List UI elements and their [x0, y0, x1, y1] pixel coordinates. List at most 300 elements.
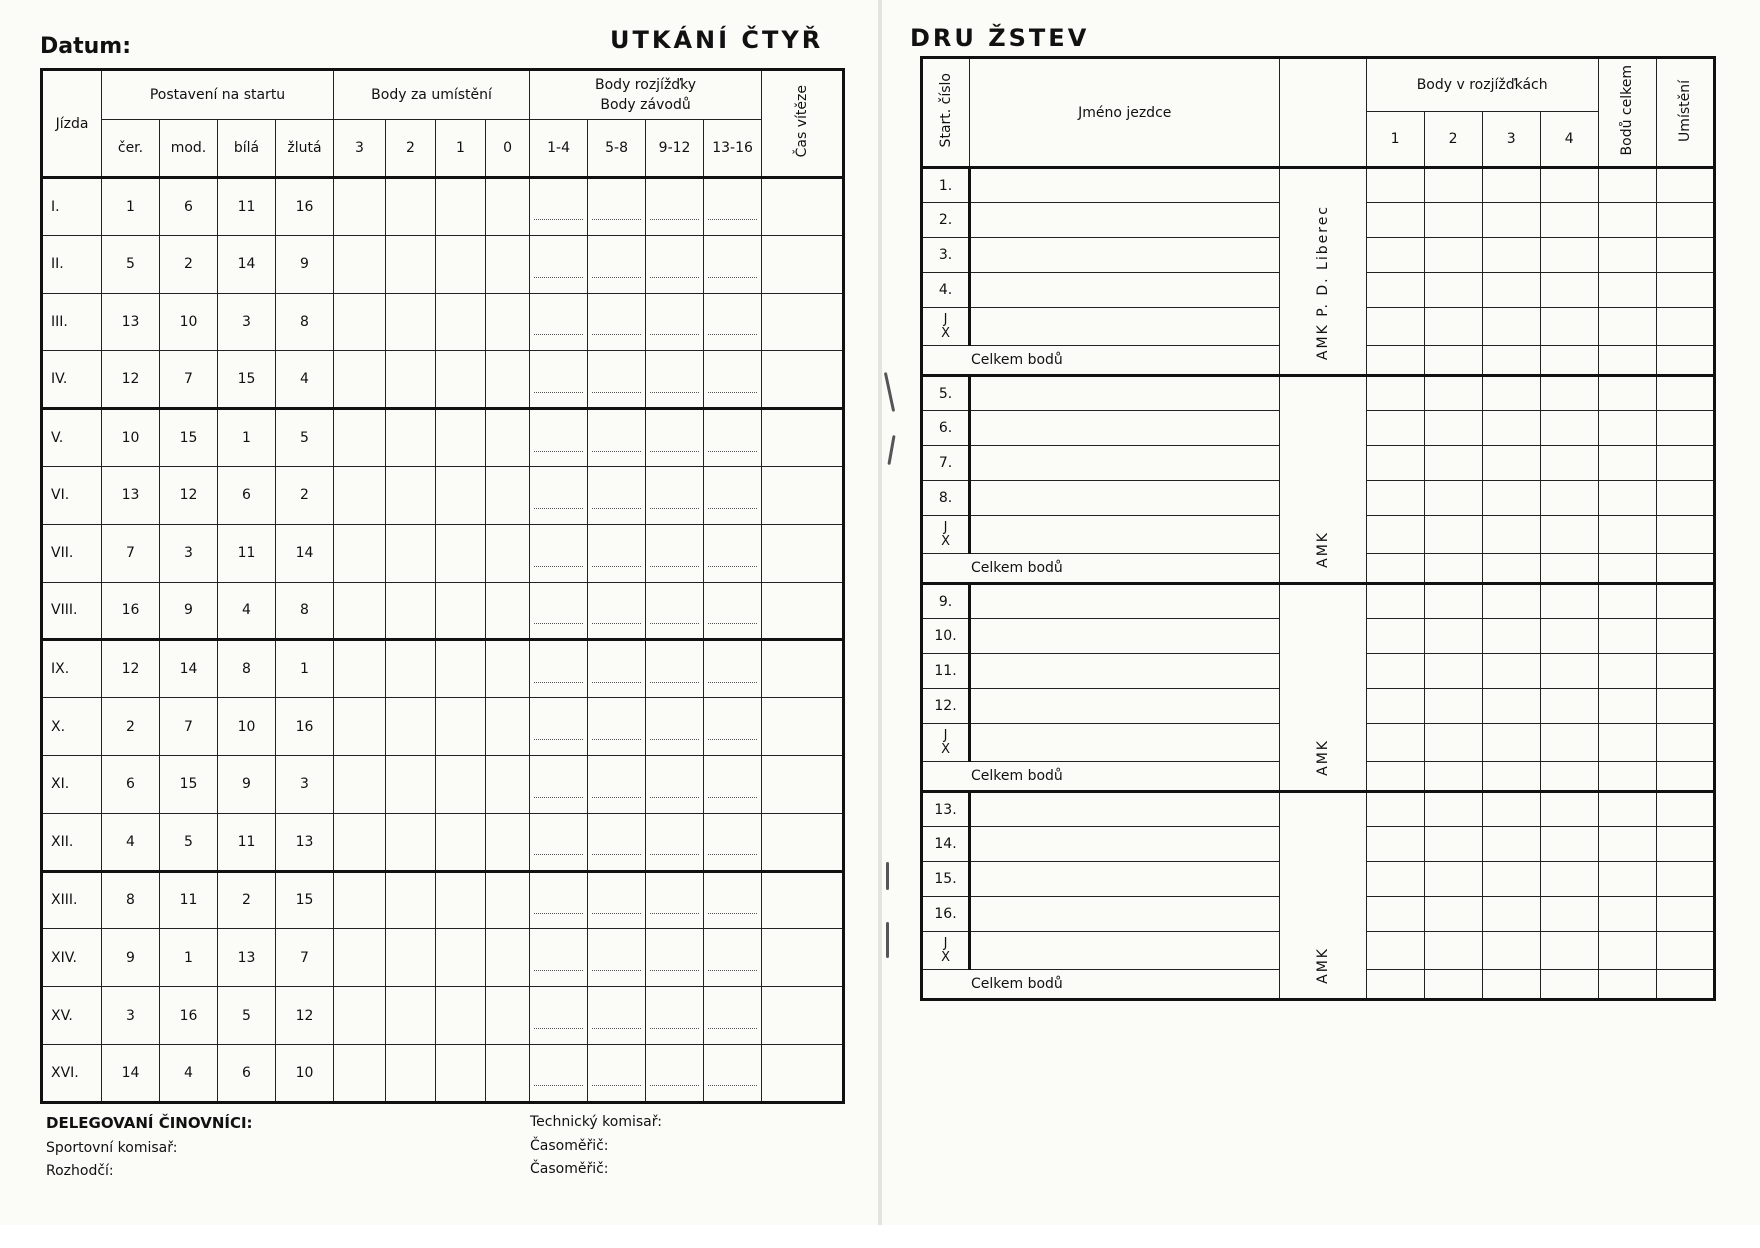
heat-points-cell[interactable]: [1482, 619, 1540, 654]
heat-points-cell[interactable]: [1482, 792, 1540, 827]
race-points-cell[interactable]: [530, 929, 588, 987]
race-points-cell[interactable]: [588, 293, 646, 351]
placement-points-cell[interactable]: [486, 929, 530, 987]
rider-name-cell[interactable]: [970, 516, 1280, 554]
placement-cell[interactable]: [1656, 273, 1714, 308]
heat-points-cell[interactable]: [1366, 724, 1424, 762]
placement-points-cell[interactable]: [436, 698, 486, 756]
heat-points-cell[interactable]: [1366, 346, 1424, 376]
heat-points-cell[interactable]: [1366, 897, 1424, 932]
winner-time-cell[interactable]: [762, 929, 844, 987]
placement-cell[interactable]: [1656, 584, 1714, 619]
rider-name-cell[interactable]: [970, 238, 1280, 273]
race-points-cell[interactable]: [646, 987, 704, 1045]
race-points-cell[interactable]: [704, 466, 762, 524]
race-points-cell[interactable]: [588, 351, 646, 409]
placement-points-cell[interactable]: [334, 755, 386, 813]
placement-points-cell[interactable]: [386, 813, 436, 871]
heat-points-cell[interactable]: [1482, 203, 1540, 238]
total-points-cell[interactable]: [1598, 897, 1656, 932]
race-points-cell[interactable]: [588, 582, 646, 640]
heat-points-cell[interactable]: [1424, 308, 1482, 346]
race-points-cell[interactable]: [588, 871, 646, 929]
race-points-cell[interactable]: [588, 409, 646, 467]
total-points-cell[interactable]: [1598, 481, 1656, 516]
total-points-cell[interactable]: [1598, 689, 1656, 724]
race-points-cell[interactable]: [530, 466, 588, 524]
winner-time-cell[interactable]: [762, 524, 844, 582]
placement-points-cell[interactable]: [334, 524, 386, 582]
heat-points-cell[interactable]: [1366, 481, 1424, 516]
race-points-cell[interactable]: [588, 755, 646, 813]
placement-points-cell[interactable]: [436, 813, 486, 871]
race-points-cell[interactable]: [530, 582, 588, 640]
winner-time-cell[interactable]: [762, 351, 844, 409]
heat-points-cell[interactable]: [1424, 376, 1482, 411]
total-points-cell[interactable]: [1598, 554, 1656, 584]
heat-points-cell[interactable]: [1540, 584, 1598, 619]
placement-points-cell[interactable]: [334, 929, 386, 987]
heat-points-cell[interactable]: [1482, 481, 1540, 516]
heat-points-cell[interactable]: [1540, 762, 1598, 792]
winner-time-cell[interactable]: [762, 466, 844, 524]
total-points-cell[interactable]: [1598, 346, 1656, 376]
heat-points-cell[interactable]: [1424, 168, 1482, 203]
heat-points-cell[interactable]: [1424, 619, 1482, 654]
placement-points-cell[interactable]: [436, 524, 486, 582]
heat-points-cell[interactable]: [1366, 689, 1424, 724]
placement-cell[interactable]: [1656, 792, 1714, 827]
total-points-cell[interactable]: [1598, 724, 1656, 762]
race-points-cell[interactable]: [530, 987, 588, 1045]
heat-points-cell[interactable]: [1540, 654, 1598, 689]
heat-points-cell[interactable]: [1424, 554, 1482, 584]
placement-points-cell[interactable]: [334, 466, 386, 524]
heat-points-cell[interactable]: [1482, 654, 1540, 689]
race-points-cell[interactable]: [530, 524, 588, 582]
rider-name-cell[interactable]: [970, 724, 1280, 762]
heat-points-cell[interactable]: [1424, 897, 1482, 932]
heat-points-cell[interactable]: [1424, 792, 1482, 827]
heat-points-cell[interactable]: [1366, 308, 1424, 346]
heat-points-cell[interactable]: [1540, 273, 1598, 308]
total-points-cell[interactable]: [1598, 762, 1656, 792]
placement-cell[interactable]: [1656, 203, 1714, 238]
heat-points-cell[interactable]: [1366, 827, 1424, 862]
heat-points-cell[interactable]: [1482, 308, 1540, 346]
heat-points-cell[interactable]: [1366, 238, 1424, 273]
placement-points-cell[interactable]: [334, 1044, 386, 1102]
heat-points-cell[interactable]: [1424, 827, 1482, 862]
placement-points-cell[interactable]: [436, 871, 486, 929]
placement-cell[interactable]: [1656, 689, 1714, 724]
placement-cell[interactable]: [1656, 376, 1714, 411]
race-points-cell[interactable]: [588, 929, 646, 987]
race-points-cell[interactable]: [646, 698, 704, 756]
rider-name-cell[interactable]: [970, 932, 1280, 970]
race-points-cell[interactable]: [530, 293, 588, 351]
winner-time-cell[interactable]: [762, 1044, 844, 1102]
race-points-cell[interactable]: [646, 524, 704, 582]
placement-cell[interactable]: [1656, 932, 1714, 970]
placement-points-cell[interactable]: [436, 582, 486, 640]
placement-points-cell[interactable]: [386, 466, 436, 524]
heat-points-cell[interactable]: [1366, 792, 1424, 827]
placement-points-cell[interactable]: [386, 871, 436, 929]
placement-cell[interactable]: [1656, 516, 1714, 554]
placement-points-cell[interactable]: [486, 640, 530, 698]
race-points-cell[interactable]: [704, 698, 762, 756]
heat-points-cell[interactable]: [1424, 724, 1482, 762]
winner-time-cell[interactable]: [762, 178, 844, 236]
race-points-cell[interactable]: [588, 987, 646, 1045]
race-points-cell[interactable]: [530, 178, 588, 236]
placement-points-cell[interactable]: [386, 351, 436, 409]
total-points-cell[interactable]: [1598, 862, 1656, 897]
race-points-cell[interactable]: [704, 987, 762, 1045]
rider-name-cell[interactable]: [970, 827, 1280, 862]
rider-name-cell[interactable]: [970, 168, 1280, 203]
winner-time-cell[interactable]: [762, 409, 844, 467]
placement-points-cell[interactable]: [386, 409, 436, 467]
placement-points-cell[interactable]: [486, 813, 530, 871]
rider-name-cell[interactable]: [970, 862, 1280, 897]
heat-points-cell[interactable]: [1482, 970, 1540, 1000]
heat-points-cell[interactable]: [1540, 827, 1598, 862]
placement-points-cell[interactable]: [486, 582, 530, 640]
placement-cell[interactable]: [1656, 346, 1714, 376]
total-points-cell[interactable]: [1598, 273, 1656, 308]
total-points-cell[interactable]: [1598, 411, 1656, 446]
heat-points-cell[interactable]: [1482, 724, 1540, 762]
heat-points-cell[interactable]: [1366, 446, 1424, 481]
placement-points-cell[interactable]: [436, 351, 486, 409]
heat-points-cell[interactable]: [1482, 516, 1540, 554]
heat-points-cell[interactable]: [1482, 897, 1540, 932]
heat-points-cell[interactable]: [1482, 689, 1540, 724]
race-points-cell[interactable]: [704, 871, 762, 929]
race-points-cell[interactable]: [704, 1044, 762, 1102]
rider-name-cell[interactable]: [970, 203, 1280, 238]
placement-points-cell[interactable]: [486, 871, 530, 929]
heat-points-cell[interactable]: [1482, 827, 1540, 862]
placement-points-cell[interactable]: [386, 235, 436, 293]
heat-points-cell[interactable]: [1540, 554, 1598, 584]
heat-points-cell[interactable]: [1540, 411, 1598, 446]
race-points-cell[interactable]: [704, 813, 762, 871]
total-points-cell[interactable]: [1598, 584, 1656, 619]
heat-points-cell[interactable]: [1540, 619, 1598, 654]
heat-points-cell[interactable]: [1424, 346, 1482, 376]
heat-points-cell[interactable]: [1482, 346, 1540, 376]
placement-points-cell[interactable]: [334, 409, 386, 467]
heat-points-cell[interactable]: [1540, 308, 1598, 346]
placement-points-cell[interactable]: [436, 929, 486, 987]
placement-cell[interactable]: [1656, 168, 1714, 203]
race-points-cell[interactable]: [646, 582, 704, 640]
placement-cell[interactable]: [1656, 970, 1714, 1000]
race-points-cell[interactable]: [530, 871, 588, 929]
placement-points-cell[interactable]: [486, 1044, 530, 1102]
race-points-cell[interactable]: [646, 235, 704, 293]
placement-points-cell[interactable]: [334, 582, 386, 640]
race-points-cell[interactable]: [704, 582, 762, 640]
placement-cell[interactable]: [1656, 827, 1714, 862]
winner-time-cell[interactable]: [762, 582, 844, 640]
race-points-cell[interactable]: [646, 466, 704, 524]
race-points-cell[interactable]: [704, 178, 762, 236]
rider-name-cell[interactable]: [970, 308, 1280, 346]
placement-cell[interactable]: [1656, 724, 1714, 762]
heat-points-cell[interactable]: [1540, 168, 1598, 203]
rider-name-cell[interactable]: [970, 376, 1280, 411]
placement-cell[interactable]: [1656, 446, 1714, 481]
placement-points-cell[interactable]: [486, 351, 530, 409]
winner-time-cell[interactable]: [762, 640, 844, 698]
race-points-cell[interactable]: [530, 813, 588, 871]
placement-cell[interactable]: [1656, 308, 1714, 346]
heat-points-cell[interactable]: [1540, 970, 1598, 1000]
placement-points-cell[interactable]: [436, 466, 486, 524]
placement-points-cell[interactable]: [486, 524, 530, 582]
heat-points-cell[interactable]: [1482, 446, 1540, 481]
heat-points-cell[interactable]: [1540, 238, 1598, 273]
race-points-cell[interactable]: [704, 409, 762, 467]
race-points-cell[interactable]: [704, 929, 762, 987]
placement-points-cell[interactable]: [386, 987, 436, 1045]
race-points-cell[interactable]: [530, 640, 588, 698]
race-points-cell[interactable]: [588, 813, 646, 871]
rider-name-cell[interactable]: [970, 481, 1280, 516]
placement-points-cell[interactable]: [386, 524, 436, 582]
winner-time-cell[interactable]: [762, 813, 844, 871]
heat-points-cell[interactable]: [1366, 970, 1424, 1000]
placement-points-cell[interactable]: [436, 755, 486, 813]
placement-cell[interactable]: [1656, 411, 1714, 446]
race-points-cell[interactable]: [646, 1044, 704, 1102]
placement-points-cell[interactable]: [436, 235, 486, 293]
total-points-cell[interactable]: [1598, 203, 1656, 238]
winner-time-cell[interactable]: [762, 235, 844, 293]
heat-points-cell[interactable]: [1424, 862, 1482, 897]
total-points-cell[interactable]: [1598, 970, 1656, 1000]
winner-time-cell[interactable]: [762, 871, 844, 929]
race-points-cell[interactable]: [704, 293, 762, 351]
heat-points-cell[interactable]: [1540, 932, 1598, 970]
placement-points-cell[interactable]: [486, 235, 530, 293]
placement-points-cell[interactable]: [334, 698, 386, 756]
placement-points-cell[interactable]: [386, 698, 436, 756]
total-points-cell[interactable]: [1598, 792, 1656, 827]
placement-points-cell[interactable]: [334, 987, 386, 1045]
heat-points-cell[interactable]: [1482, 411, 1540, 446]
heat-points-cell[interactable]: [1424, 584, 1482, 619]
race-points-cell[interactable]: [646, 351, 704, 409]
heat-points-cell[interactable]: [1366, 619, 1424, 654]
race-points-cell[interactable]: [530, 351, 588, 409]
placement-points-cell[interactable]: [386, 640, 436, 698]
race-points-cell[interactable]: [588, 640, 646, 698]
heat-points-cell[interactable]: [1540, 862, 1598, 897]
heat-points-cell[interactable]: [1540, 897, 1598, 932]
heat-points-cell[interactable]: [1482, 862, 1540, 897]
placement-points-cell[interactable]: [334, 871, 386, 929]
heat-points-cell[interactable]: [1366, 516, 1424, 554]
heat-points-cell[interactable]: [1540, 446, 1598, 481]
heat-points-cell[interactable]: [1424, 654, 1482, 689]
total-points-cell[interactable]: [1598, 308, 1656, 346]
winner-time-cell[interactable]: [762, 755, 844, 813]
placement-points-cell[interactable]: [386, 755, 436, 813]
winner-time-cell[interactable]: [762, 698, 844, 756]
race-points-cell[interactable]: [646, 929, 704, 987]
race-points-cell[interactable]: [646, 178, 704, 236]
total-points-cell[interactable]: [1598, 446, 1656, 481]
heat-points-cell[interactable]: [1424, 689, 1482, 724]
race-points-cell[interactable]: [588, 698, 646, 756]
placement-points-cell[interactable]: [386, 293, 436, 351]
race-points-cell[interactable]: [704, 235, 762, 293]
heat-points-cell[interactable]: [1424, 516, 1482, 554]
race-points-cell[interactable]: [530, 409, 588, 467]
placement-points-cell[interactable]: [486, 698, 530, 756]
total-points-cell[interactable]: [1598, 168, 1656, 203]
heat-points-cell[interactable]: [1366, 203, 1424, 238]
heat-points-cell[interactable]: [1424, 238, 1482, 273]
race-points-cell[interactable]: [588, 1044, 646, 1102]
race-points-cell[interactable]: [646, 813, 704, 871]
heat-points-cell[interactable]: [1482, 762, 1540, 792]
placement-cell[interactable]: [1656, 762, 1714, 792]
placement-points-cell[interactable]: [486, 293, 530, 351]
placement-points-cell[interactable]: [386, 1044, 436, 1102]
placement-points-cell[interactable]: [334, 293, 386, 351]
placement-points-cell[interactable]: [334, 351, 386, 409]
placement-cell[interactable]: [1656, 238, 1714, 273]
heat-points-cell[interactable]: [1424, 273, 1482, 308]
race-points-cell[interactable]: [588, 466, 646, 524]
heat-points-cell[interactable]: [1540, 481, 1598, 516]
total-points-cell[interactable]: [1598, 827, 1656, 862]
heat-points-cell[interactable]: [1424, 203, 1482, 238]
placement-points-cell[interactable]: [436, 178, 486, 236]
placement-points-cell[interactable]: [386, 178, 436, 236]
heat-points-cell[interactable]: [1424, 970, 1482, 1000]
heat-points-cell[interactable]: [1366, 654, 1424, 689]
placement-points-cell[interactable]: [334, 813, 386, 871]
heat-points-cell[interactable]: [1424, 411, 1482, 446]
rider-name-cell[interactable]: [970, 654, 1280, 689]
placement-points-cell[interactable]: [436, 293, 486, 351]
race-points-cell[interactable]: [704, 524, 762, 582]
total-points-cell[interactable]: [1598, 932, 1656, 970]
placement-points-cell[interactable]: [436, 1044, 486, 1102]
heat-points-cell[interactable]: [1482, 554, 1540, 584]
heat-points-cell[interactable]: [1424, 932, 1482, 970]
heat-points-cell[interactable]: [1482, 376, 1540, 411]
placement-points-cell[interactable]: [334, 235, 386, 293]
heat-points-cell[interactable]: [1366, 762, 1424, 792]
placement-cell[interactable]: [1656, 654, 1714, 689]
heat-points-cell[interactable]: [1482, 584, 1540, 619]
rider-name-cell[interactable]: [970, 689, 1280, 724]
placement-points-cell[interactable]: [486, 466, 530, 524]
race-points-cell[interactable]: [588, 235, 646, 293]
heat-points-cell[interactable]: [1540, 346, 1598, 376]
placement-points-cell[interactable]: [334, 640, 386, 698]
race-points-cell[interactable]: [588, 178, 646, 236]
winner-time-cell[interactable]: [762, 293, 844, 351]
race-points-cell[interactable]: [704, 755, 762, 813]
rider-name-cell[interactable]: [970, 446, 1280, 481]
heat-points-cell[interactable]: [1482, 932, 1540, 970]
race-points-cell[interactable]: [646, 871, 704, 929]
placement-cell[interactable]: [1656, 862, 1714, 897]
placement-points-cell[interactable]: [486, 987, 530, 1045]
heat-points-cell[interactable]: [1366, 411, 1424, 446]
placement-points-cell[interactable]: [386, 582, 436, 640]
race-points-cell[interactable]: [530, 698, 588, 756]
race-points-cell[interactable]: [530, 755, 588, 813]
placement-cell[interactable]: [1656, 554, 1714, 584]
placement-points-cell[interactable]: [436, 987, 486, 1045]
race-points-cell[interactable]: [646, 640, 704, 698]
heat-points-cell[interactable]: [1540, 516, 1598, 554]
placement-points-cell[interactable]: [486, 755, 530, 813]
race-points-cell[interactable]: [646, 755, 704, 813]
race-points-cell[interactable]: [646, 293, 704, 351]
heat-points-cell[interactable]: [1540, 203, 1598, 238]
total-points-cell[interactable]: [1598, 619, 1656, 654]
placement-points-cell[interactable]: [436, 640, 486, 698]
rider-name-cell[interactable]: [970, 273, 1280, 308]
placement-points-cell[interactable]: [334, 178, 386, 236]
heat-points-cell[interactable]: [1424, 446, 1482, 481]
race-points-cell[interactable]: [530, 1044, 588, 1102]
placement-points-cell[interactable]: [386, 929, 436, 987]
heat-points-cell[interactable]: [1366, 376, 1424, 411]
race-points-cell[interactable]: [704, 351, 762, 409]
heat-points-cell[interactable]: [1540, 376, 1598, 411]
rider-name-cell[interactable]: [970, 584, 1280, 619]
total-points-cell[interactable]: [1598, 238, 1656, 273]
race-points-cell[interactable]: [588, 524, 646, 582]
placement-points-cell[interactable]: [486, 409, 530, 467]
heat-points-cell[interactable]: [1424, 762, 1482, 792]
total-points-cell[interactable]: [1598, 654, 1656, 689]
heat-points-cell[interactable]: [1366, 168, 1424, 203]
rider-name-cell[interactable]: [970, 619, 1280, 654]
total-points-cell[interactable]: [1598, 376, 1656, 411]
heat-points-cell[interactable]: [1366, 932, 1424, 970]
heat-points-cell[interactable]: [1424, 481, 1482, 516]
race-points-cell[interactable]: [704, 640, 762, 698]
race-points-cell[interactable]: [646, 409, 704, 467]
heat-points-cell[interactable]: [1482, 168, 1540, 203]
rider-name-cell[interactable]: [970, 411, 1280, 446]
placement-points-cell[interactable]: [436, 409, 486, 467]
placement-cell[interactable]: [1656, 481, 1714, 516]
winner-time-cell[interactable]: [762, 987, 844, 1045]
heat-points-cell[interactable]: [1540, 792, 1598, 827]
heat-points-cell[interactable]: [1366, 584, 1424, 619]
placement-points-cell[interactable]: [486, 178, 530, 236]
placement-cell[interactable]: [1656, 897, 1714, 932]
heat-points-cell[interactable]: [1366, 862, 1424, 897]
race-points-cell[interactable]: [530, 235, 588, 293]
rider-name-cell[interactable]: [970, 792, 1280, 827]
total-points-cell[interactable]: [1598, 516, 1656, 554]
